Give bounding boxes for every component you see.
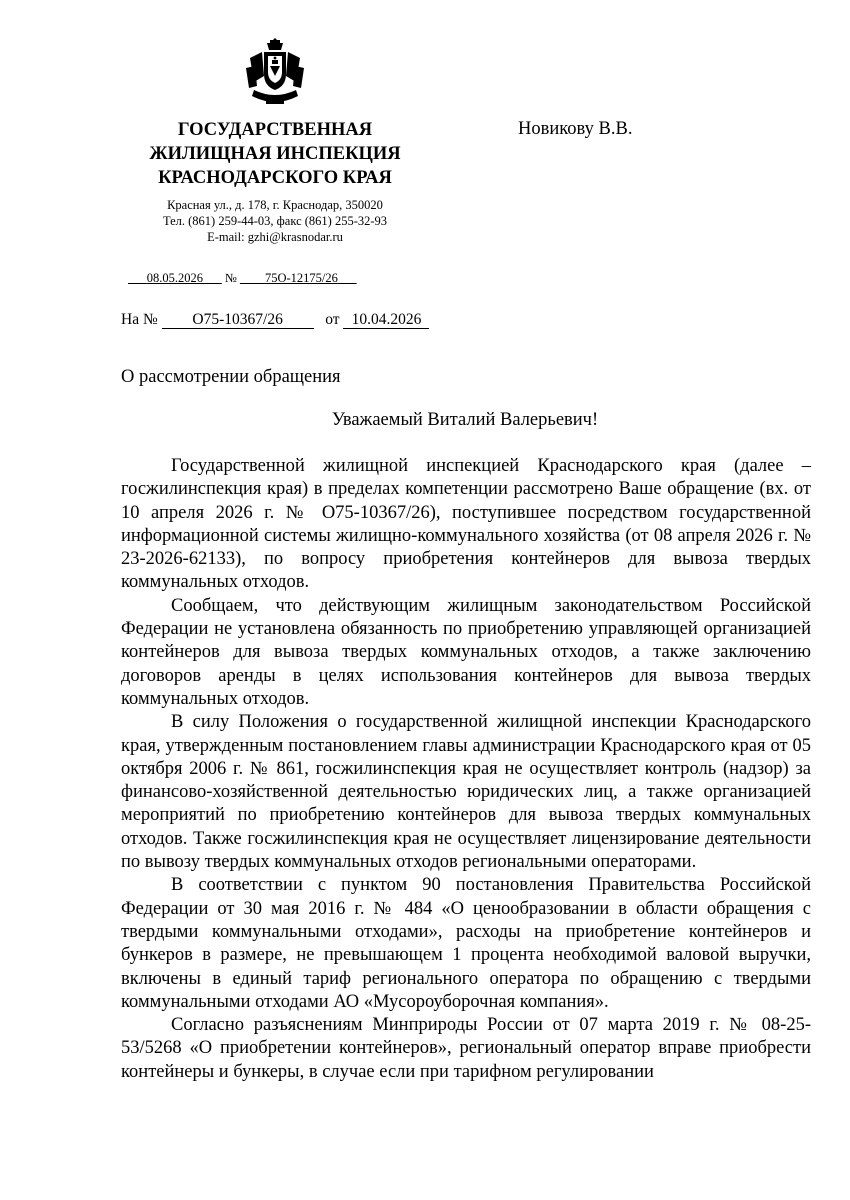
incoming-prefix: На №	[121, 311, 158, 328]
body-paragraph: Согласно разъяснениям Минприроды России от 07 марта 2019 г. № 08-25-53/5268 «О приобретении контейнеров», региональный оператор вправе приобрести контейнеры и бункеры, в случае если при тарифном регулировании	[121, 1015, 811, 1082]
org-email: E-mail: gzhi@krasnodar.ru	[207, 230, 343, 244]
org-address: Красная ул., д. 178, г. Краснодар, 350020	[167, 198, 383, 212]
letter-subject: О рассмотрении обращения	[121, 367, 341, 387]
organization-contacts	[120, 197, 430, 245]
body-paragraph: В соответствии с пунктом 90 постановления Правительства Российской Федерации от 30 мая 2016 г. № 484 «О ценообразовании в области обращения с твердыми коммунальными отходами», расходы на приобретение контейнеров и бункеров в размере, не превышающем 1 процента необходимой валовой выручки, включены в единый тариф регионального оператора по обращению с твердыми коммунальными отходами АО «Мусороуборочная компания».	[121, 875, 811, 1012]
body-paragraph: Государственной жилищной инспекцией Краснодарского края (далее – госжилинспекция края) в пределах компетенции рассмотрено Ваше обращение (вх. от 10 апреля 2026 г. № О75-10367/26), поступившее посредством государственной информационной системы жилищно-коммунального хозяйства (от 08 апреля 2026 г. № 23-2026-62133), по вопросу приобретения контейнеров для вывоза твердых коммунальных отходов.	[121, 456, 811, 593]
registration-date-field	[128, 271, 222, 285]
incoming-date: 10.04.2026	[343, 312, 429, 329]
org-phone: Тел. (861) 259-44-03, факс (861) 255-32-93	[162, 214, 388, 228]
org-name-line: ГОСУДАРСТВЕННАЯ	[177, 120, 373, 140]
letter-body	[121, 455, 811, 1084]
organization-name	[120, 118, 430, 190]
registration-number: 75О-12175/26	[264, 271, 338, 285]
incoming-number: О75-10367/26	[162, 312, 314, 329]
body-paragraph: Сообщаем, что действующим жилищным законодательством Российской Федерации не установлена обязанность по приобретению управляющей организацией контейнеров для вывоза твердых коммунальных отходов, а также заключению договоров аренды в целях использования контейнеров для вывоза твердых коммунальных отходов.	[121, 595, 811, 709]
outgoing-registration	[128, 271, 357, 286]
krasnodar-coat-of-arms-icon	[246, 38, 304, 108]
incoming-from-label: от	[325, 311, 340, 328]
body-paragraph: В силу Положения о государственной жилищной инспекции Краснодарского края, утвержденным постановлением главы администрации Краснодарского края от 05 октября 2006 г. № 861, госжилинспекция края не осуществляет контроль (надзор) за финансово-хозяйственной деятельностью юридических лиц, а также организацией мероприятий по приобретению контейнеров для вывоза твердых коммунальных отходов. Также госжилинспекция края не осуществляет лицензирование деятельности по вывозу твердых коммунальных отходов региональными операторами.	[121, 712, 811, 873]
registration-number-sign: №	[224, 271, 237, 285]
org-name-line: ЖИЛИЩНАЯ ИНСПЕКЦИЯ	[149, 144, 401, 164]
registration-date: 08.05.2026	[146, 271, 203, 285]
incoming-reference	[121, 311, 429, 329]
org-name-line: КРАСНОДАРСКОГО КРАЯ	[158, 168, 392, 188]
registration-number-field	[240, 271, 357, 285]
recipient-name: Новикову В.В.	[518, 119, 633, 139]
letter-greeting: Уважаемый Виталий Валерьевич!	[331, 410, 599, 430]
